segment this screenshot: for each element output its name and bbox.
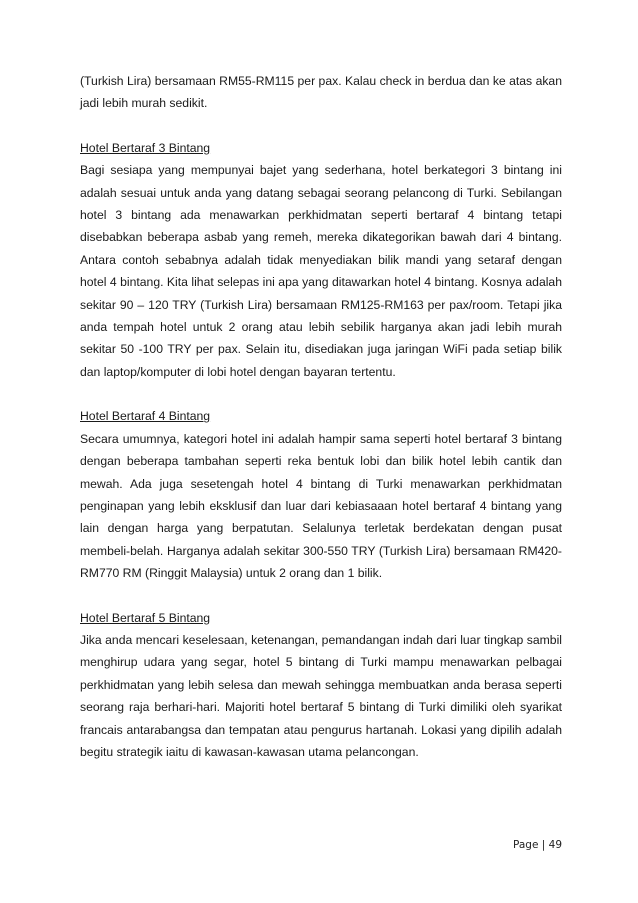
section-4-star bbox=[80, 405, 562, 584]
section-heading: Hotel Bertaraf 4 Bintang bbox=[80, 409, 211, 424]
intro-paragraph: (Turkish Lira) bersamaan RM55-RM115 per pax. Kalau check in berdua dan ke atas akan jadi lebih murah sedikit. bbox=[80, 74, 562, 111]
section-3-star bbox=[80, 137, 562, 383]
section-body: Bagi sesiapa yang mempunyai bajet yang sederhana, hotel berkategori 3 bintang ini adalah sesuai untuk anda yang datang sebagai seorang pelancong di Turki. Sebilangan hotel 3 bintang ada menawarkan perkhidmatan seperti bertaraf 4 bintang tetapi disebabkan beberapa asbab yang remeh, mereka dikategorikan bawah dari 4 bintang. Antara contoh sebabnya adalah tidak menyediakan bilik mandi yang setaraf dengan hotel 4 bintang. Kita lihat selepas ini apa yang ditawarkan hotel 4 bintang. Kosnya adalah sekitar 90 – 120 TRY (Turkish Lira) bersamaan RM125-RM163 per pax/room. Tetapi jika anda tempah hotel untuk 2 orang atau lebih sebilik harganya akan jadi lebih murah sekitar 50 -100 TRY per pax. Selain itu, disediakan juga jaringan WiFi pada setiap bilik dan laptop/komputer di lobi hotel dengan bayaran tertentu. bbox=[80, 163, 562, 379]
section-body: Jika anda mencari keselesaan, ketenangan, pemandangan indah dari luar tingkap sambil menghirup udara yang segar, hotel 5 bintang di Turki mampu menawarkan pelbagai perkhidmatan yang lebih selesa dan mewah sehingga membuatkan anda berasa seperti seorang raja berhari-hari. Majoriti hotel bertaraf 5 bintang di Turki dimiliki oleh syarikat francais antarabangsa dan tempatan atau pengurus hartanah. Lokasi yang dipilih adalah begitu strategik iaitu di kawasan-kawasan utama pelancongan. bbox=[80, 632, 562, 759]
section-body: Secara umumnya, kategori hotel ini adalah hampir sama seperti hotel bertaraf 3 bintang dengan beberapa tambahan seperti reka bentuk lobi dan bilik hotel lebih cantik dan mewah. Ada juga sesetengah hotel 4 bintang di Turki menawarkan perkhidmatan penginapan yang lebih eksklusif dan luar dari kebiasaaan hotel bertaraf 4 bintang yang lain dengan harga yang berpatutan. Selalunya terletak berdekatan dengan pusat membeli-belah. Harganya adalah sekitar 300-550 TRY (Turkish Lira) bersamaan RM420-RM770 RM (Ringgit Malaysia) untuk 2 orang dan 1 bilik. bbox=[80, 431, 562, 581]
section-5-star bbox=[80, 607, 562, 764]
section-heading: Hotel Bertaraf 3 Bintang bbox=[80, 140, 211, 155]
section-heading: Hotel Bertaraf 5 Bintang bbox=[80, 610, 211, 625]
document-page bbox=[80, 70, 562, 763]
page-number: Page | 49 bbox=[513, 839, 562, 851]
